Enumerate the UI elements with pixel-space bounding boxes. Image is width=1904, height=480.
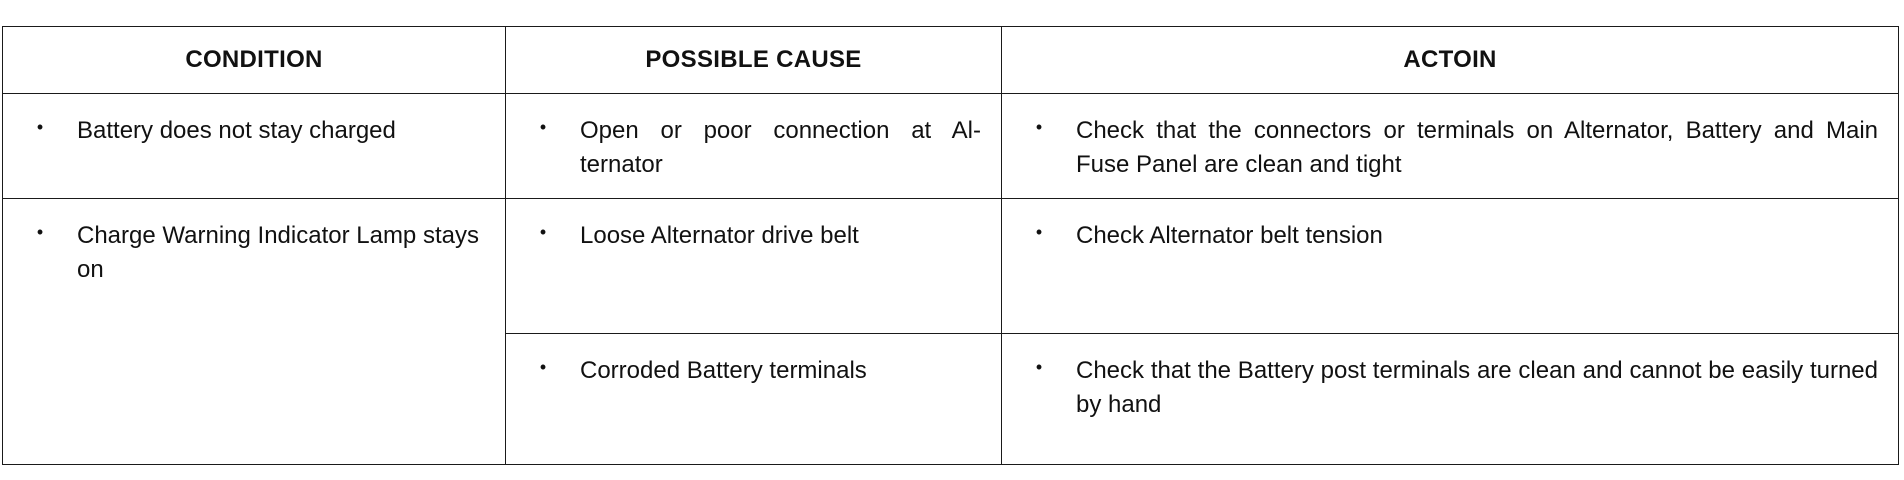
table-row [3,94,1899,199]
cause-cell [506,94,1002,199]
bullet-icon: • [539,222,547,242]
possible-cause-header: POSSIBLE CAUSE [506,27,1002,94]
bullet-icon: • [1035,357,1043,377]
cause-text: Corroded Battery terminals [580,357,867,384]
condition-cell [3,199,506,465]
condition-text: Battery does not stay charged [77,117,396,144]
bullet-icon: • [1035,222,1043,242]
condition-cell [3,94,506,199]
cause-cell [506,334,1002,465]
troubleshooting-table [2,26,1899,465]
action-text: Check that the connectors or terminals on Alternator, Battery and Main Fuse Panel are clean and tight [1076,117,1878,178]
bullet-item [530,114,981,182]
bullet-item [1026,219,1878,253]
bullet-item [27,114,485,148]
bullet-icon: • [36,222,44,242]
bullet-item [1026,114,1878,182]
bullet-item [1026,354,1878,422]
bullet-item [530,219,981,253]
action-text: Check Alternator belt tension [1076,222,1383,249]
cause-cell [506,199,1002,334]
bullet-icon: • [539,357,547,377]
table-row [3,199,1899,334]
cause-text: Loose Alternator drive belt [580,222,859,249]
bullet-item [27,219,485,287]
action-header: ACTOIN [1002,27,1899,94]
cause-text: Open or poor connection at Al-ternator [580,117,981,178]
action-cell [1002,94,1899,199]
bullet-icon: • [1035,117,1043,137]
condition-text: Charge Warning Indicator Lamp stays on [77,222,479,283]
table-header-row [3,27,1899,94]
troubleshooting-table-container [2,26,1899,465]
bullet-icon: • [539,117,547,137]
action-text: Check that the Battery post terminals are clean and cannot be easily turned by hand [1076,357,1878,418]
bullet-item [530,354,981,388]
condition-header: CONDITION [3,27,506,94]
action-cell [1002,334,1899,465]
action-cell [1002,199,1899,334]
bullet-icon: • [36,117,44,137]
